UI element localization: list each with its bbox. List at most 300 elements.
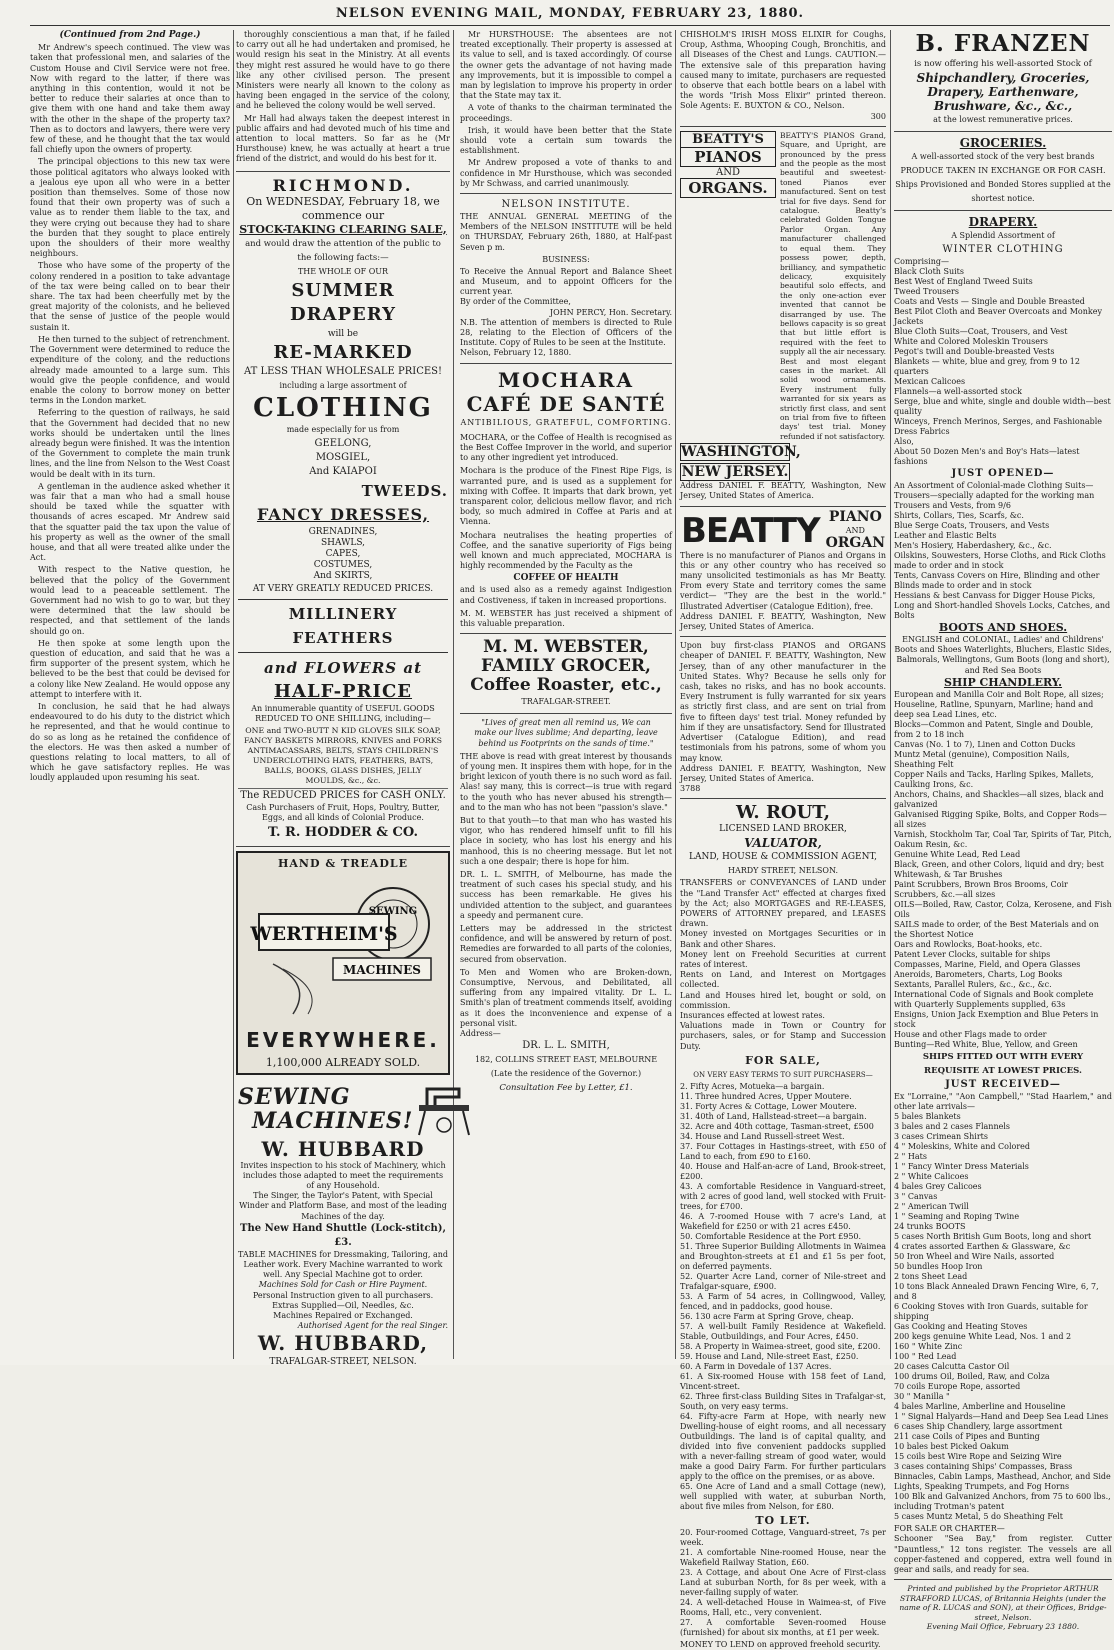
item: COSTUMES, xyxy=(313,559,373,570)
separator xyxy=(460,363,672,364)
made-for-us: made especially for us from xyxy=(286,424,400,434)
list-item: Canvas (No. 1 to 7), Linen and Cotton Ducks xyxy=(894,739,1076,749)
smith-ad xyxy=(460,718,672,1095)
millinery: MILLINERY FEATHERS xyxy=(238,599,448,653)
list-item: 32. Acre and 40th cottage, Tasman-street, £500 xyxy=(680,1121,874,1131)
list-item: 64. Fifty-acre Farm at Hope, with nearly new Dwelling-house of eight rooms, and all necessary Outbuildings. The land is of capital quality, and divided into five convenient paddocks supplied with a never-failing stream of good water, would make a good Dairy Farm. For further particulars apply to the office on the premises, or as above. xyxy=(680,1411,886,1481)
list-item: Pegot's twill and Double-breasted Vests xyxy=(894,347,1055,356)
charter-heading: FOR SALE OR CHARTER— xyxy=(894,1524,1005,1534)
institute-body: THE ANNUAL GENERAL MEETING of the Members of the NELSON INSTITUTE will be held on THURSDAY, February 26th, 1880, at Half-past Seven p m. xyxy=(460,212,672,252)
list-item: 50. Comfortable Residence at the Port £950. xyxy=(680,1231,862,1241)
smith-paragraph: DR. L. L. SMITH, of Melbourne, has made the treatment of such cases his special study, and his success has been remarkable. He gives his undivided attention to the subject, and guarantees a speedy and permanent cure. xyxy=(460,869,672,920)
hubbard-instruction: Personal Instruction given to all purchasers. xyxy=(252,1290,434,1300)
rout-houses: Money lent on Freehold Securities at current rates of interest. xyxy=(680,949,886,969)
everywhere: EVERYWHERE. xyxy=(246,1027,440,1052)
hubbard-repairs: Machines Repaired or Exchanged. xyxy=(273,1311,413,1321)
remarked: RE-MARKED xyxy=(273,341,413,363)
separator xyxy=(894,210,1112,211)
list-item: Black Cloth Suits xyxy=(894,267,964,276)
beatty-ad-2 xyxy=(680,511,886,633)
list-item: Oilskins, Souwesters, Horse Cloths, and Rick Cloths made to order and in stock xyxy=(894,551,1106,570)
list-item: 51. Three Superior Building Allotments in Waimea and Broughton-streets at £1 and £1 5s per foot, on deferred payments. xyxy=(680,1241,886,1271)
mochara-p3: Mochara neutralises the heating properties of Coffee, and the sanative superiority of Figs being well known and much appreciated, MOCHARA is highly recommended by the Faculty as the xyxy=(460,530,672,571)
separator xyxy=(460,633,672,634)
separator xyxy=(894,1579,1112,1580)
list-item: 100 drums Oil, Boiled, Raw, and Colza xyxy=(894,1372,1050,1382)
discussion-block xyxy=(460,30,672,189)
institute-business: To Receive the Annual Report and Balance Sheet and Museum, and to appoint Officers for the current year. xyxy=(460,266,672,297)
list-item: House and other Flags made to order xyxy=(894,1029,1047,1039)
institute-sign: JOHN PERCY, Hon. Secretary. xyxy=(549,307,672,317)
smith-address-heading: Address— xyxy=(460,1029,501,1039)
discussion-paragraph: Mr HURSTHOUSE: The absentees are not treated exceptionally. Their property is assessed at its value to sell, and is taxed accordingly. Of course the owner gets the advantage of not having made any improvements, but it is impossible to compel a man by legislation to improve his property in order that the State may tax it. xyxy=(460,30,672,101)
elixir-no: 300 xyxy=(870,111,886,121)
article-paragraph: Mr Hall had always taken the deepest interest in public affairs and had devoted much of his time and attention to local matters. So far as he (Mr Hursthouse) knew, he was actually at heart a true friend of the district, and would do his best for it. xyxy=(236,113,450,164)
mochara-sub: CAFÉ DE SANTÉ xyxy=(466,391,666,416)
list-item: 23. A Cottage, and about One Acre of First-class Land at suburban North, for 8s per week, with a never-failing supply of water. xyxy=(680,1567,886,1597)
list-item: OILS—Boiled, Raw, Castor, Colza, Kerosene, and Fish Oils xyxy=(894,899,1112,919)
list-item: 6 Cooking Stoves with Iron Guards, suitable for shipping xyxy=(894,1302,1088,1322)
list-item: 10 bales best Picked Oakum xyxy=(894,1442,1009,1452)
beatty-ad-1 xyxy=(680,131,886,502)
list-item: 15 coils best Wire Rope and Seizing Wire xyxy=(894,1452,1062,1462)
webster-ad xyxy=(460,638,672,709)
rout-agent: LAND, HOUSE & COMMISSION AGENT, xyxy=(688,852,877,863)
separator xyxy=(894,131,1112,132)
list-item: Leather and Elastic Belts xyxy=(894,531,997,540)
flowers: and FLOWERS at xyxy=(263,658,423,677)
hodder-firm: T. R. HODDER & CO. xyxy=(268,824,418,840)
list-item: Muntz Metal (genuine), Composition Nails, Sheathing Felt xyxy=(894,749,1070,769)
list-item: Sextants, Parallel Rulers, &c., &c., &c. xyxy=(894,979,1052,989)
article-paragraph: Mr Andrew's speech continued. The view was taken that professional men, and salaries of the Custom House and Civil Service were not free. Now with regard to the latter, if there was anything in this contention, would it not be better to reduce their salaries at once than to give them with one hand and take them away with the other in the shape of the property tax? Then as to doctors and lawyers, there were very few of these, and he thought that the tax would fall chiefly upon the owners of property. xyxy=(30,43,230,155)
mochara-p4: and is used also as a remedy against Indigestion and Costiveness, if taken in increased proportions. xyxy=(460,585,672,605)
mochara-title: MOCHARA xyxy=(497,367,635,392)
drapery-list xyxy=(894,257,1112,467)
rout-name: W. ROUT, xyxy=(736,802,830,824)
list-item: 52. Quarter Acre Land, corner of Nile-street and Trafalgar-square, £900. xyxy=(680,1271,886,1291)
beatty-pianos: PIANOS xyxy=(680,148,776,167)
list-item: About 50 Dozen Men's and Boy's Hats—latest fashions xyxy=(894,447,1080,466)
hubbard-machines: MACHINES! xyxy=(252,1107,414,1134)
drapery-intro: A Splendid Assortment of xyxy=(951,231,1055,240)
list-item: 5 cases North British Gum Boots, long and short xyxy=(894,1232,1092,1242)
separator xyxy=(460,193,672,194)
list-item: Flannels—a well-assorted stock xyxy=(894,387,1022,396)
richmond-ad xyxy=(236,171,450,847)
list-item: Anchors, Chains, and Shackles—all sizes, black and galvanized xyxy=(894,789,1104,809)
article-paragraph: Referring to the question of railways, he said that the Government had decided that no new works should be undertaken until the lines already begun were finished. It was the intention of the Government to complete the main trunk lines, and the line from Nelson to the West Coast would be dealt with in its turn. xyxy=(30,408,230,479)
list-item: 21. A comfortable Nine-roomed House, near the Wakefield Railway Station, £60. xyxy=(680,1547,886,1567)
list-item: 5 bales Blankets xyxy=(894,1112,961,1122)
boots: ENGLISH and COLONIAL, Ladies' and Childrens' Boots and Shoes Waterlights, Bluchers, Elastic Sides, Balmorals, Wellingtons, Gum Boots (long and short), and Red Sea Boots xyxy=(894,635,1112,675)
discussion-paragraph: A vote of thanks to the chairman terminated the proceedings. xyxy=(460,103,672,123)
institute-order: By order of the Committee, xyxy=(460,297,571,307)
list-item: Blue Serge Coats, Trousers, and Vests xyxy=(894,521,1050,530)
greatly-reduced: AT VERY GREATLY REDUCED PRICES. xyxy=(252,583,434,594)
list-item: 3 cases Crimean Shirts xyxy=(894,1132,988,1142)
tolet-heading: TO LET. xyxy=(755,1513,811,1527)
opened-list xyxy=(894,481,1112,621)
hubbard-singer: The Singer, the Taylor's Patent, with Special Winder and Platform Base, and most of the leading Machines of the day. xyxy=(239,1191,447,1221)
column-4 xyxy=(680,30,886,1649)
list-item: 160 " White Zinc xyxy=(894,1342,963,1352)
rout-ins: Insurances effected at lowest rates. xyxy=(680,1010,825,1020)
list-item: Genuine White Lead, Red Lead xyxy=(894,849,1021,859)
rout-money: Money invested on Mortgages Securities or in Bank and other Shares. xyxy=(680,929,886,949)
column-1 xyxy=(30,30,230,1359)
beatty2-and: AND xyxy=(845,526,865,536)
hubbard-extras: Extras Supplied—Oil, Needles, &c. xyxy=(272,1300,414,1310)
sewing-text: SEWING xyxy=(368,905,418,917)
separator xyxy=(680,636,886,637)
list-item: Blue Cloth Suits—Coat, Trousers, and Vest xyxy=(894,327,1068,336)
summer-drapery: SUMMER DRAPERY xyxy=(289,279,397,325)
list-item: 59. House and Land, Nile-street East, £250. xyxy=(680,1351,859,1361)
list-item: 10 tons Black Annealed Drawn Fencing Wire, 6, 7, and 8 xyxy=(894,1282,1099,1302)
received-intro: Ex "Lorraine," "Aon Campbell," "Stad Haarlem," and other late arrivals— xyxy=(894,1091,1112,1112)
beatty2-head: BEATTY xyxy=(680,510,820,551)
list-item: SAILS made to order, of the Best Materials and on the Shortest Notice xyxy=(894,919,1099,939)
rout-rents: Rents on Land, and Interest on Mortgages collected. xyxy=(680,970,886,990)
hubbard-shuttle: The New Hand Shuttle (Lock-stitch), £3. xyxy=(240,1222,446,1248)
webster-trade1: FAMILY GROCER, xyxy=(481,656,651,677)
rout-lic: LICENSED LAND BROKER, xyxy=(719,824,847,835)
continued-heading: (Continued from 2nd Page.) xyxy=(59,30,201,40)
list-item: 37. Four Cottages in Hastings-street, with £50 of Land to each, from £90 to £160. xyxy=(680,1141,886,1161)
imprint: Printed and published by the Proprietor ARTHUR STRAFFORD LUCAS, of Britannia Heights (under the name of R. LUCAS and SON), at their Offices, Bridge-street, Nelson. xyxy=(899,1584,1107,1622)
list-item: Tents, Canvass Covers on Hire, Blinding and other Blinds made to order and in stock xyxy=(894,571,1100,590)
column-3b xyxy=(460,30,672,1359)
list-item: An Assortment of Colonial-made Clothing Suits—Trousers—specially adapted for the working man xyxy=(894,481,1095,500)
list-item: Mexican Calicoes xyxy=(894,377,966,386)
useful-goods: An innumerable quantity of USEFUL GOODS REDUCED TO ONE SHILLING, including— xyxy=(251,703,435,723)
list-item: Comprising— xyxy=(894,257,949,266)
list-item: Gas Cooking and Heating Stoves xyxy=(894,1322,1028,1332)
list-item: Tweed Trousers xyxy=(894,287,959,296)
list-item: 43. A comfortable Residence in Vanguard-street, with 2 acres of good land, well stocked with Fruit-trees, for £700. xyxy=(680,1181,886,1211)
list-item: 70 coils Europe Rope, assorted xyxy=(894,1382,1021,1392)
rout-body: TRANSFERS or CONVEYANCES of LAND under the "Land Transfer Act" effected at charges fixed by the Act; also MORTGAGES and RE-LEASES, POWERS of ATTORNEY prepared, and LEASES drawn. xyxy=(680,878,886,929)
mochara-p1: MOCHARA, or the Coffee of Health is recognised as the Best Coffee Improver in the world, and superior to any other ingredient yet introduced. xyxy=(460,432,672,463)
winter-clothing: WINTER CLOTHING xyxy=(942,244,1064,255)
beatty2-piano: PIANO xyxy=(828,509,882,526)
item: SHAWLS, xyxy=(320,537,366,548)
discussion-paragraph: Irish, it would have been better that the State should vote a certain sum towards the establishment. xyxy=(460,125,672,156)
list-item: Copper Nails and Tacks, Harling Spikes, Mallets, Caulking Irons, &c. xyxy=(894,769,1094,789)
rout-ad xyxy=(680,803,886,1650)
brand-text: WERTHEIM'S xyxy=(250,922,398,945)
list-item: Bunting—Red White, Blue, Yellow, and Green xyxy=(894,1039,1078,1049)
separator xyxy=(680,798,886,799)
masthead: NELSON EVENING MAIL, MONDAY, FEBRUARY 23, 1880. xyxy=(30,4,1110,26)
mochara-ad xyxy=(460,368,672,629)
institute-ad xyxy=(460,198,672,359)
list-item: Hessians & best Canvass for Digger House Picks, Long and Short-handled Shovels Locks, Catches, and Bolts xyxy=(894,591,1111,620)
reduced-cash: The REDUCED PRICES for CASH ONLY. xyxy=(238,788,448,803)
geelong: GEELONG, xyxy=(314,437,372,449)
hubbard-name: W. HUBBARD xyxy=(261,1136,425,1161)
list-item: 34. House and Land Russell-street West. xyxy=(680,1131,845,1141)
list-item: 1 " Fancy Winter Dress Materials xyxy=(894,1162,1029,1172)
tolet-list xyxy=(680,1528,886,1638)
rout-land: Land and Houses hired let, bought or sold, on commission. xyxy=(680,990,886,1010)
list-item: 2 " Hats xyxy=(894,1152,927,1162)
list-item: 20 cases Calcutta Castor Oil xyxy=(894,1362,1010,1372)
list-item: 2. Fifty Acres, Motueka—a bargain. xyxy=(680,1081,825,1091)
machines-text: MACHINES xyxy=(343,962,421,977)
list-item: 5 cases Muntz Metal, 5 do Sheathing Felt xyxy=(894,1512,1064,1522)
drapery-heading: DRAPERY. xyxy=(968,215,1038,229)
column-5 xyxy=(894,30,1112,1632)
list-item: International Code of Signals and Book complete with Quarterly Supplements supplied, 63s xyxy=(894,989,1094,1009)
beatty-ad-3 xyxy=(680,641,886,794)
list-item: 31. Forty Acres & Cottage, Lower Moutere. xyxy=(680,1101,857,1111)
franzen-name: B. FRANZEN xyxy=(915,30,1091,57)
hubbard-sewing: SEWING xyxy=(238,1083,351,1110)
charter: Schooner "Sea Bay," from register. Cutter "Dauntless," 12 tons register. The vessels are all copper-fastened and coppered, extra well found in gear and sails, and ready for sea. xyxy=(894,1534,1112,1575)
list-item: 1 " Seaming and Roping Twine xyxy=(894,1212,1020,1222)
smith-paragraph: But to that youth—to that man who has wasted his vigor, who has rendered himself unfit to fill his place in society, who has lost his energy and his manhood, this is no cheering message. But let not such a one despair; there is hope for him. xyxy=(460,815,672,866)
list-item: 100 " Red Lead xyxy=(894,1352,957,1362)
item: And SKIRTS, xyxy=(313,570,373,581)
list-item: 24. A well-detached House in Waimea-st, of Five Rooms, Hall, etc., very convenient. xyxy=(680,1597,886,1617)
beatty-body: BEATTY'S PIANOS Grand, Square, and Upright, are pronounced by the press and the people as the most beautiful and sweetest-toned Pianos ever manufactured. Sent on test trial for five days. Send for catalogue. Beatty's celebrated Golden Tongue Parlor Organ. Any manufacturer challenged to equal them. They possess power, depth, brilliancy, and sympathetic delicacy, exquisitely beautiful solo effects, and the only one-action ever invented that cannot be disarranged by use. The bellows capacity is so great that but little effort is required with the feet to supply all the air necessary. Best and most elegant cases in the market. All solid wood ornaments. Every instrument fully warranted for six years as strictly first class, and sent on trial from five to fifteen days' test trial. Money refunded if not satisfactory. xyxy=(780,130,886,441)
beatty3-no: 3788 xyxy=(680,784,701,794)
beatty2-organ: ORGAN xyxy=(825,535,886,552)
list-item: 11. Three hundred Acres, Upper Moutere. xyxy=(680,1091,852,1101)
hubbard-ad xyxy=(236,1079,450,1372)
list-item: 4 " Moleskins, White and Colored xyxy=(894,1142,1031,1152)
mochara-p5: M. M. WEBSTER has just received a shipment of this valuable preparation. xyxy=(460,608,672,628)
article-paragraph: In conclusion, he said that he had always endeavoured to do his duty to the district which he represented, and that he would continue to do so as long as he retained the confidence of the electors. He was then asked a number of questions relating to local matters, to all of which he gave satisfactory replies. He was loudly applauded upon resuming his seat. xyxy=(30,702,230,783)
list-item: European and Manilla Coir and Bolt Rope, all sizes; Houseline, Ratline, Spunyarn, Marline; hand and deep sea Lead Lines, etc. xyxy=(894,689,1104,719)
produce: PRODUCE TAKEN IN EXCHANGE OR FOR CASH. xyxy=(900,166,1106,175)
list-item: Shirts, Collars, Ties, Scarfs, &c. xyxy=(894,511,1024,520)
list-item: 211 case Coils of Pipes and Bunting xyxy=(894,1432,1040,1442)
list-item: 3 bales and 2 cases Flannels xyxy=(894,1122,1011,1132)
list-item: Compasses, Marine, Field, and Opera Glasses xyxy=(894,959,1081,969)
franzen-remun: at the lowest remunerative prices. xyxy=(933,115,1073,124)
list-item: Blocks—Common and Patent, Single and Double, from 2 to 18 inch xyxy=(894,719,1094,739)
list-item: Ensigns, Union Jack Exemption and Blue Peters in stock xyxy=(894,1009,1099,1029)
ships-provisioned: Ships Provisioned and Bonded Stores supplied at the shortest notice. xyxy=(895,180,1111,203)
discussion-paragraph: Mr Andrew proposed a vote of thanks to and confidence in Mr Hursthouse, which was seconded by Mr Schwass, and carried unanimously. xyxy=(460,158,672,188)
list-item: 4 crates assorted Earthen & Glassware, &c xyxy=(894,1242,1071,1252)
list-item: 53. A Farm of 54 acres, in Collingwood, Valley, fenced, and in paddocks, good house. xyxy=(680,1291,886,1311)
below-wholesale: AT LESS THAN WHOLESALE PRICES! xyxy=(243,365,443,377)
beatty3-body: Upon buy first-class PIANOS and ORGANS cheaper of DANIEL F. BEATTY, Washington, New Jersey, than of any other manufacturer in the United States. Why? Because he sells only for cash, takes no risks, and has no book accounts. Every Instrument is fully warranted for six years as strictly first class, and are sent on trial from five to fifteen days' test trial. Money refunded by him if they are unsatisfactory. Send for Illustrated Advertiser (Catalogue Edition), and read testimonials from his patrons, some of whom you may know. xyxy=(680,641,886,763)
beatty-address: Address DANIEL F. BEATTY, Washington, New Jersey, United States of America. xyxy=(680,481,886,501)
franzen-trades: Shipchandlery, Groceries, Drapery, Earthenware, Brushware, &c., &c., xyxy=(916,71,1090,113)
separator xyxy=(680,126,886,127)
list-item: Blankets — white, blue and grey, from 9 to 12 quarters xyxy=(894,357,1080,376)
rout-val: VALUATOR, xyxy=(744,836,822,851)
beatty-head: BEATTY'S xyxy=(680,131,776,148)
article-paragraph: thoroughly conscientious a man that, if he failed to carry out all he had undertaken and promised, he would resign his seat in the Ministry. At all events they might rest assured he would have to go there like any other civilised person. The present Ministers were nearly all known to the colony as having been engaged in the service of the colony, and he believed the colony would be well served. xyxy=(236,30,450,111)
article-paragraph: With respect to the Native question, he believed that the policy of the Government would lead to a peaceable settlement. The Government had no wish to go to war, but they were determined that the law should be respected, and that settlement of the lands should go on. xyxy=(30,565,230,636)
mochara-coffee-health: COFFEE OF HEALTH xyxy=(513,573,619,584)
tweeds: TWEEDS. xyxy=(361,481,448,500)
willbe: will be xyxy=(327,328,359,339)
hand-treadle: HAND & TREADLE xyxy=(277,856,408,870)
list-item: 4 bales Grey Calicoes xyxy=(894,1182,982,1192)
beatty2-address: Address DANIEL F. BEATTY, Washington, New Jersey, United States of America. xyxy=(680,611,886,632)
fancy-dresses: FANCY DRESSES, xyxy=(256,504,430,524)
sewing-emblem-svg xyxy=(250,874,433,1024)
list-item: 50 bundles Hoop Iron xyxy=(894,1262,983,1272)
list-item: 56. 130 acre Farm at Spring Grove, cheap. xyxy=(680,1311,854,1321)
institute-business-heading: BUSINESS: xyxy=(542,254,590,264)
groceries-heading: GROCERIES. xyxy=(959,136,1047,150)
list-item: 50 Iron Wheel and Wire Nails, assorted xyxy=(894,1252,1055,1262)
list-item: Winceys, French Merinos, Serges, and Fashionable Dress Fabrics xyxy=(894,417,1103,436)
forsale-list xyxy=(680,1082,886,1512)
mochara-tag: ANTIBILIOUS, GRATEFUL, COMFORTING. xyxy=(460,417,672,427)
list-item: Also, xyxy=(894,437,914,446)
beatty3-address: Address DANIEL F. BEATTY, Washington, New Jersey, United States of America. xyxy=(680,763,886,783)
ship-heading: SHIP CHANDLERY. xyxy=(943,675,1063,689)
list-item: 100 Blk and Galvanized Anchors, from 75 to 600 lbs., including Trotman's patent xyxy=(894,1492,1111,1512)
list-item: 27. A comfortable Seven-roomed House (furnished) for about six months, at £1 per week. xyxy=(680,1617,886,1637)
smith-late: (Late the residence of the Governor.) xyxy=(490,1069,642,1079)
hubbard-name-2: W. HUBBARD, xyxy=(257,1331,429,1356)
hubbard-agent: Authorised Agent for the real Singer. xyxy=(297,1321,448,1331)
column-rule xyxy=(453,30,454,1359)
richmond-whole: THE WHOLE OF OUR xyxy=(297,266,389,276)
list-item: 2 tons Sheet Lead xyxy=(894,1272,968,1282)
received-heading: JUST RECEIVED— xyxy=(945,1078,1061,1090)
richmond-attn: and would draw the attention of the public to the following facts:— xyxy=(245,238,441,263)
mochara-p2: Mochara is the produce of the Finest Ripe Figs, is warranted pure, and is used as a supplement for mixing with Coffee. It imparts that dark brown, yet transparent color, delicious mellow flavor, and rich body, so much admired in Coffee at Paris and at Vienna. xyxy=(460,466,672,527)
useful-list: ONE and TWO-BUTT N KID GLOVES SILK SOAP, FANCY BASKETS MIRRORS, KNIVES and FORKS ANTIMACASSARS, BELTS, STAYS CHILDREN'S UNDERCLOTHING HATS, FEATHERS, BATS, BALLS, BOOKS, GLASS DISHES, JELLY MOULDS, &c., &c. xyxy=(244,725,442,785)
fitted-out: SHIPS FITTED OUT WITH EVERY REQUISITE AT LOWEST PRICES. xyxy=(922,1051,1084,1076)
beatty-and: AND xyxy=(716,166,740,178)
received-list xyxy=(894,1112,1112,1522)
list-item: Patent Lever Clocks, suitable for ships xyxy=(894,949,1051,959)
smith-name: DR. L. L. SMITH, xyxy=(522,1040,610,1052)
groceries: A well-assorted stock of the very best brands xyxy=(911,152,1095,161)
forsale-sub: ON VERY EASY TERMS TO SUIT PURCHASERS— xyxy=(693,1070,873,1079)
smith-paragraph: Letters may be addressed in the strictest confidence, and will be answered by return of post. Remedies are forwarded to all parts of the colonies, secured from observation. xyxy=(460,924,672,964)
column-2 xyxy=(236,30,450,1368)
list-item: 2 " American Twill xyxy=(894,1202,969,1212)
column-rule xyxy=(675,30,676,1359)
franzen-intro: is now offering his well-assorted Stock of xyxy=(914,59,1092,69)
article-paragraph: He then spoke at some length upon the question of education, and said that he was a firm supporter of the present system, which he believed to be the best that could be devised for a colony like New Zealand. He would oppose any attempt to interfere with it. xyxy=(30,638,230,699)
beatty-washington: WASHINGTON, xyxy=(681,444,801,461)
list-item: Black, Green, and other Colors, liquid and dry; best Whitewash, & Tar Brushes xyxy=(894,859,1104,879)
list-item: 4 bales Marline, Amberline and Houseline xyxy=(894,1402,1066,1412)
list-item: Oars and Rowlocks, Boat-hooks, etc. xyxy=(894,939,1043,949)
including: including a large assortment of xyxy=(279,380,407,390)
list-item: 2 " White Calicoes xyxy=(894,1172,969,1182)
smith-address: 182, COLLINS STREET EAST, MELBOURNE xyxy=(474,1055,658,1065)
item: CAPES, xyxy=(325,548,361,559)
list-item: 3 " Canvas xyxy=(894,1192,938,1202)
list-item: White and Colored Moleskin Trousers xyxy=(894,337,1048,346)
separator xyxy=(680,506,886,507)
list-item: Coats and Vests — Single and Double Breasted xyxy=(894,297,1085,306)
smith-fee: Consultation Fee by Letter, £1. xyxy=(499,1083,633,1094)
mosgiel: MOSGIEL, xyxy=(315,451,371,463)
institute-date: Nelson, February 12, 1880. xyxy=(460,348,572,358)
richmond-sale: STOCK-TAKING CLEARING SALE, xyxy=(239,222,447,236)
rout-valuations: Valuations made in Town or Country for purchasers, sales, or for Stamp and Succession Duty. xyxy=(680,1021,886,1051)
smith-paragraph: THE above is read with great interest by thousands of young men. It inspires them with hope, for in the bright lexicon of youth there is no such word as fail. Alas! say many, this is correct—is true with regard to the youth who has never abused his strength—and to the man who has not been "passion's slave." xyxy=(460,751,672,812)
smith-quote: "Lives of great men all remind us, We can make our lives sublime; And departing, leave behind us Footprints on the sands of time." xyxy=(474,718,658,748)
list-item: Best West of England Tweed Suits xyxy=(894,277,1033,286)
rout-street: HARDY STREET, NELSON. xyxy=(727,866,838,876)
kaiapoi: And KAIAPOI xyxy=(309,465,377,477)
ship-list xyxy=(894,690,1112,1050)
list-item: 1 " Signal Halyards—Hand and Deep Sea Lead Lines xyxy=(894,1412,1109,1422)
money-to-lend: MONEY TO LEND on approved freehold security. xyxy=(680,1639,881,1649)
beatty-newjersey: NEW JERSEY. xyxy=(681,464,789,481)
list-item: 65. One Acre of Land and a small Cottage (new), well supplied with water, at suburban North, about five miles from Nelson, for £80. xyxy=(680,1481,886,1511)
list-item: Aneroids, Barometers, Charts, Log Books xyxy=(894,969,1063,979)
column-rule xyxy=(233,30,234,1359)
hubbard-table: TABLE MACHINES for Dressmaking, Tailoring, and Leather work. Every Machine warranted to work well. Any Special Machine got to order. xyxy=(238,1249,448,1280)
list-item: 6 cases Ship Chandlery, large assortment xyxy=(894,1422,1063,1432)
list-item: 46. A 7-roomed House with 7 acre's Land, at Wakefield for £250 or with 21 acres £450. xyxy=(680,1211,886,1231)
clothing: CLOTHING xyxy=(253,392,433,423)
imprint-date: Evening Mail Office, February 23 1880. xyxy=(926,1622,1080,1632)
opened-heading: JUST OPENED— xyxy=(951,468,1055,479)
list-item: Best Pilot Cloth and Beaver Overcoats and Monkey Jackets xyxy=(894,307,1102,326)
list-item: Paint Scrubbers, Brown Bros Brooms, Coir Scrubbers, &c.—all sizes xyxy=(894,879,1068,899)
list-item: Serge, blue and white, single and double width—best quality xyxy=(894,397,1111,416)
forsale-heading: FOR SALE, xyxy=(745,1053,821,1067)
sewing-emblem xyxy=(250,874,433,1024)
article-paragraph: The principal objections to this new tax were those political agitators who always looked with a jealous eye upon all who were in a better position than themselves. Some of those now found that their own property was of such a value as to render them liable to the tax, and they were crying out because they had to share the burden that they sought to place entirely upon the shoulders of their more wealthy neighbours. xyxy=(30,157,230,259)
list-item: 20. Four-roomed Cottage, Vanguard-street, 7s per week. xyxy=(680,1527,886,1547)
list-item: 40. House and Half-an-acre of Land, Brook-street, £200. xyxy=(680,1161,886,1181)
institute-title: NELSON INSTITUTE. xyxy=(501,199,631,211)
list-item: Men's Hosiery, Haberdashery, &c., &c. xyxy=(894,541,1052,550)
list-item: 3 cases containing Ships' Compasses, Brass Binnacles, Cabin Lamps, Masthead, Anchor, and Side Lights, Speaking Trumpets, and Fog Horns xyxy=(894,1462,1111,1492)
column-rule xyxy=(890,30,891,1359)
list-item: 58. A Property in Waimea-street, good site, £200. xyxy=(680,1341,881,1351)
list-item: Trousers and Vests, from 9/6 xyxy=(894,501,1011,510)
webster-street: TRAFALGAR-STREET. xyxy=(521,697,611,707)
beatty2-body: There is no manufacturer of Pianos and Organs in this or any other country who has received so many unsolicited testimonials as has Mr Beatty. From every State and territory comes the same verdict— "They are the best in the world." Illustrated Advertiser (Catalogue Edition), free. xyxy=(680,550,886,611)
item: GRENADINES, xyxy=(308,526,378,537)
institute-nb: N.B. The attention of members is directed to Rule 28, relating to the Election of Officers of the Institute. Copy of Rules to be seen at the Institute. xyxy=(460,317,672,348)
list-item: 57. A well-built Family Residence at Wakefield. Stable, Outbuildings, and Four Acres, £450. xyxy=(680,1321,886,1341)
wertheim-sewing-ad xyxy=(236,851,450,1075)
hubbard-invites: Invites inspection to his stock of Machinery, which includes those adapted to meet the requirements of any Household. xyxy=(240,1160,446,1191)
list-item: 60. A Farm in Dovedale of 137 Acres. xyxy=(680,1361,832,1371)
webster-trade2: Coffee Roaster, etc., xyxy=(470,675,662,696)
list-item: 24 trunks BOOTS xyxy=(894,1222,966,1232)
article-paragraph: He then turned to the subject of retrenchment. The Government were determined to reduce the expenditure of the colony, and the reductions already made amounted to a large sum. This would give the people confidence, and would enable the colony to borrow money on better terms in the London market. xyxy=(30,334,230,406)
hubbard-address: TRAFALGAR-STREET, NELSON. xyxy=(269,1357,417,1368)
separator xyxy=(460,713,672,714)
article-paragraph: A gentleman in the audience asked whether it was fair that a man who had a small house should be taxed while the squatter with thousands of acres escaped. Mr Andrew said that the squatter paid the tax upon the value of his property as well as the owner of the small house, and that all were treated alike under the Act. xyxy=(30,481,230,563)
richmond-title: RICHMOND. xyxy=(272,175,414,195)
list-item: 30 " Manilla " xyxy=(894,1392,950,1402)
list-item: 31. 40th of Land, Hallstead-street—a bargain. xyxy=(680,1111,867,1121)
webster-name: M. M. WEBSTER, xyxy=(483,637,649,658)
list-item: 61. A Six-roomed House with 158 feet of Land, Vincent-street. xyxy=(680,1371,886,1391)
boots-heading: BOOTS AND SHOES. xyxy=(938,621,1068,634)
cash-purchasers: Cash Purchasers of Fruit, Hops, Poultry, Butter, Eggs, and all kinds of Colonial Produce. xyxy=(246,802,440,822)
sold-count: 1,100,000 ALREADY SOLD. xyxy=(265,1055,421,1069)
elixir-ad: CHISHOLM'S IRISH MOSS ELIXIR for Coughs, Croup, Asthma, Whooping Cough, Bronchitis, and all Diseases of the Chest and Lungs. CAUTION.—The extensive sale of this preparation having caused many to imitate, purchasers are requested to observe that each bottle bears on a label with the words "Irish Moss Elixir" printed thereon. Sole Agents: E. BUXTON & CO., Nelson. xyxy=(680,30,886,111)
half-price: HALF-PRICE xyxy=(273,680,413,702)
list-item: Varnish, Stockholm Tar, Coal Tar, Spirits of Tar, Pitch, Oakum Resin, &c. xyxy=(894,829,1112,849)
